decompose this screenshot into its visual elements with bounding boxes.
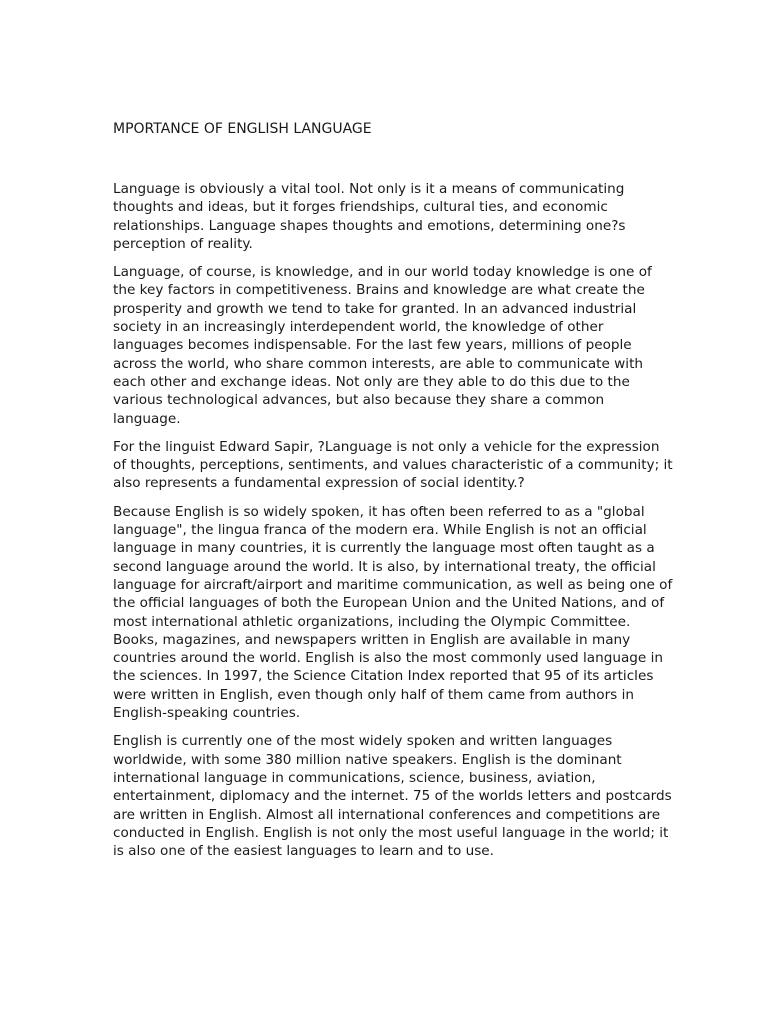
paragraph-sapir-quote: For the linguist Edward Sapir, ?Language is not only a vehicle for the expression of thoughts, perceptions, sentiments, and values characteristic of a community; it also represents a fundamental expression of social identity.? bbox=[113, 438, 673, 492]
document-body bbox=[113, 180, 673, 870]
document-title: MPORTANCE OF ENGLISH LANGUAGE bbox=[113, 121, 372, 137]
paragraph-language-vital-tool: Language is obviously a vital tool. Not only is it a means of communicating thoughts and ideas, but it forges friendships, cultural ties, and economic relationships. Language shapes thoughts and emotions, determining one?s perception of reality. bbox=[113, 181, 626, 252]
paragraph-global-language: Because English is so widely spoken, it has often been referred to as a "global language", the lingua franca of the modern era. While English is not an official language in many countries, it is currently the language most often taught as a second language around the world. It is also, by international treaty, the official language for aircraft/airport and maritime communication, as well as being one of the official languages of both the European Union and the United Nations, and of most international athletic organizations, including the Olympic Committee. Books, magazines, and newspapers written in English are available in many countries around the world. English is also the most commonly used language in the sciences. In 1997, the Science Citation Index reported that 95 of its articles were written in English, even though only half of them came from authors in English-speaking countries. bbox=[113, 503, 673, 722]
paragraph-language-knowledge: Language, of course, is knowledge, and in our world today knowledge is one of the key factors in competitiveness. Brains and knowledge are what create the prosperity and growth we tend to take for granted. In an advanced industrial society in an increasingly interdependent world, the knowledge of other languages becomes indispensable. For the last few years, millions of people across the world, who share common interests, are able to communicate with each other and exchange ideas. Not only are they able to do this due to the various technological advances, but also because they share a common language. bbox=[113, 264, 652, 427]
paragraph-english-worldwide: English is currently one of the most widely spoken and written languages worldwide, with some 380 million native speakers. English is the dominant international language in communications, science, business, aviation, entertainment, diplomacy and the internet. 75 of the worlds letters and postcards are written in English. Almost all international conferences and competitions are conducted in English. English is not only the most useful language in the world; it is also one of the easiest languages to learn and to use. bbox=[113, 733, 672, 860]
